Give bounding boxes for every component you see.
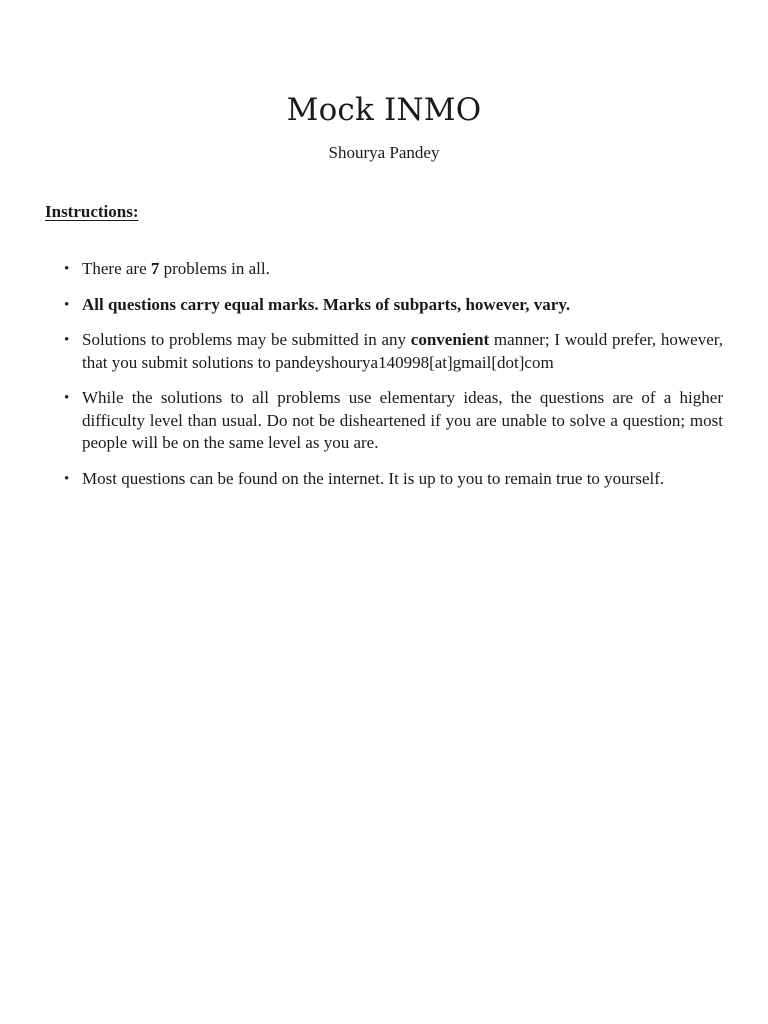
instruction-text-part: There are xyxy=(82,259,151,278)
instruction-item xyxy=(45,294,723,317)
bullet-icon: • xyxy=(64,470,70,487)
bullet-icon: • xyxy=(64,296,70,313)
bullet-icon: • xyxy=(64,390,70,406)
document-title: Mock INMO xyxy=(286,92,482,128)
instruction-text-part: All questions carry equal marks. Marks of subparts, however, vary. xyxy=(82,294,571,314)
instruction-item xyxy=(45,468,723,491)
instruction-text-part: Solutions to problems may be submitted in any xyxy=(82,330,411,349)
instructions-list xyxy=(45,258,723,503)
instruction-text-part: problems in all. xyxy=(159,259,270,278)
instruction-text-part: 7 xyxy=(150,259,160,278)
instruction-item xyxy=(45,387,723,455)
instruction-text-part: While the solutions to all problems use elementary ideas, the questions are of a higher difficulty level than usual. Do not be disheartened if you are unable to solve a question; most people will be on the same level as you are. xyxy=(82,388,723,452)
instructions-heading: Instructions: xyxy=(45,202,139,221)
instruction-text-part: Most questions can be found on the internet. It is up to you to remain true to yourself. xyxy=(82,468,665,488)
instruction-item xyxy=(45,258,723,281)
bullet-icon: • xyxy=(64,261,70,277)
instruction-text-part: manner; I would prefer, however, that you submit solutions to pandeyshourya140998[at]gmail[dot]com xyxy=(82,330,723,372)
author-name: Shourya Pandey xyxy=(328,143,440,162)
instruction-item xyxy=(45,329,723,374)
instruction-text-part: convenient xyxy=(410,330,490,349)
bullet-icon: • xyxy=(64,332,70,348)
